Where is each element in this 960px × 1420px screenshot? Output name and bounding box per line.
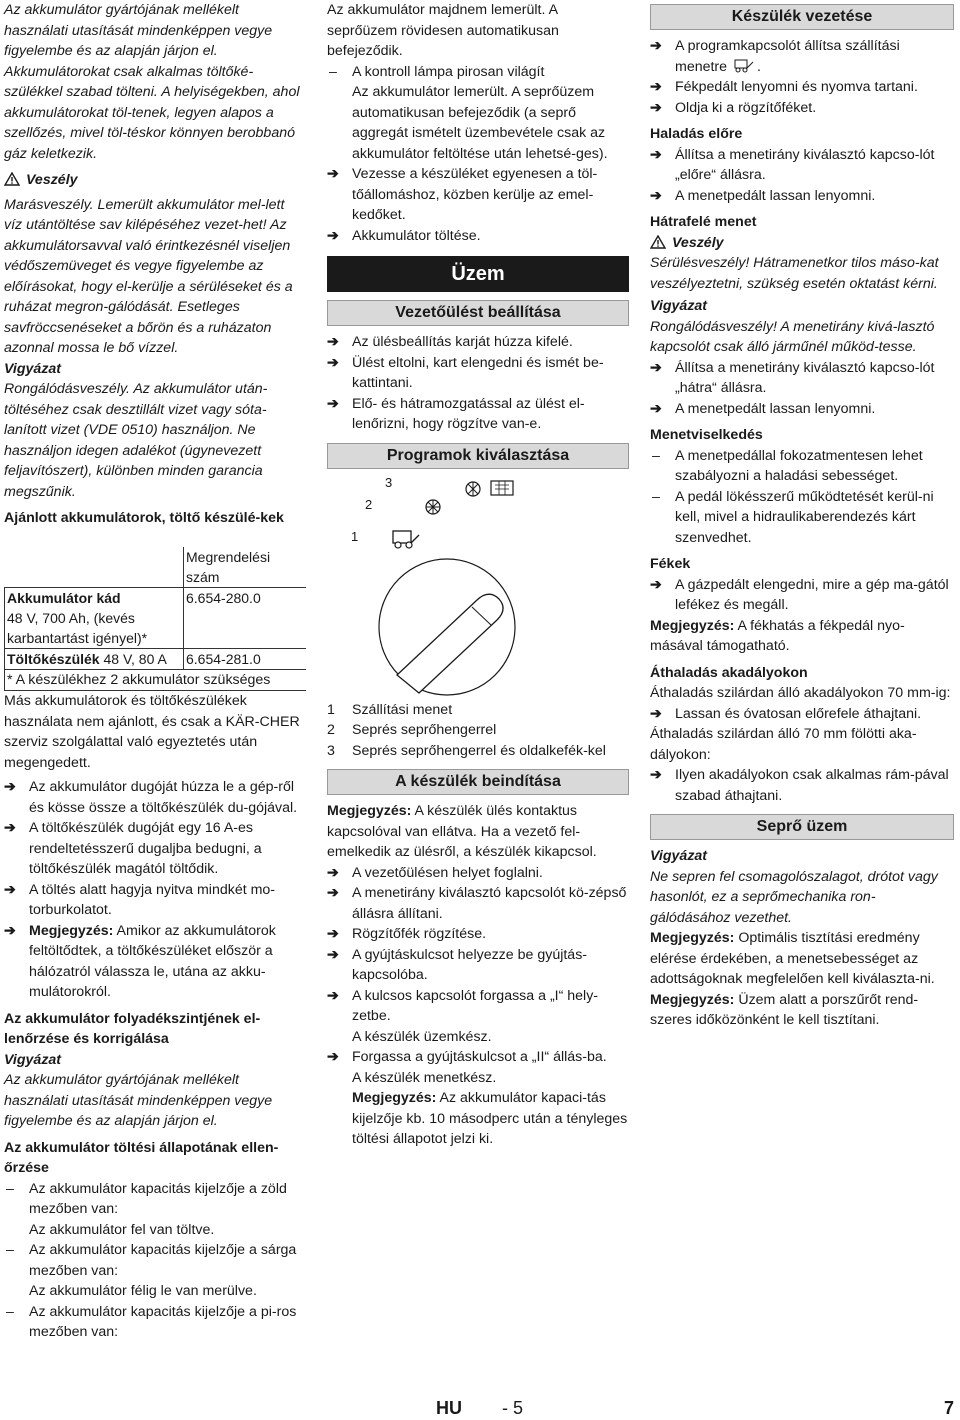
note-text: Optimális tisztítási eredmény elérése érdekében, a menetsebességet az adottságoknak megfelelően kell kiválaszta-ni.	[650, 930, 935, 987]
list-item: ➔ Akkumulátor töltése.	[327, 226, 629, 247]
seat-heading: Vezetőülést beállítása	[327, 300, 629, 326]
charger-label: Töltőkészülék	[7, 650, 100, 667]
note-label: Megjegyzés:	[650, 617, 735, 634]
list-item: – A kontroll lámpa pirosan világít	[327, 62, 629, 83]
dial-label: 1	[351, 528, 359, 544]
note-text: A fékhatás a fékpedál nyo-másával támogatható.	[650, 617, 905, 654]
note-label: Megjegyzés:	[327, 803, 412, 819]
list-item: – Az akkumulátor kapacitás kijelzője a pi-ros mezőben van:	[4, 1302, 306, 1343]
table-row	[5, 648, 307, 669]
reverse-heading: Hátrafelé menet	[650, 214, 757, 230]
caution-heading: Vigyázat	[650, 298, 708, 314]
list-item: ➔ A menetpedált lassan lenyomni.	[650, 186, 954, 207]
list-item: ➔ Az akkumulátor dugóját húzza le a gép-ről és kösse össze a töltőkészülék du-gójával.	[4, 777, 306, 818]
caution-heading-2: Vigyázat	[650, 848, 708, 864]
obstacles-text-1: Áthaladás szilárdan álló akadályokon 70 mm-ig:	[650, 685, 951, 701]
list-item: ➔ Vezesse a készüléket egyenesen a töl-tőállomáshoz, közben kerülje az emel-kedőket.	[327, 164, 629, 226]
recommended-heading: Ajánlott akkumulátorok, töltő készülé-kek	[4, 510, 284, 526]
list-item: ➔ Az ülésbeállítás karját húzza kifelé.	[327, 332, 629, 353]
list-item: ➔ A kulcsos kapcsolót forgassa a „I“ hely-zetbe.	[327, 986, 629, 1027]
list-item: – Az akkumulátor kapacitás kijelzője a zöld mezőben van:	[4, 1179, 306, 1220]
list-item	[4, 921, 306, 1003]
start-heading: A készülék beindítása	[327, 769, 629, 795]
column-middle	[327, 0, 629, 1150]
danger-text: Marásveszély. Lemerült akkumulátor mel-lett víz utántöltése sav kilépéséhez vezet-het! Az akkumulátorsavval való érintkezésnél viseljen védőszemüveget és vegye figyelembe az előírásokat, hogy el-kerülje a sérüléseket és a ruházat megron-gálódását. Esetleges savfröccsenéseket a bőrön és a ruházaton azonnal mossa le bő vízzel.	[4, 196, 293, 356]
note-text: Az akkumulátor kapaci-tás kijelzője kb. 10 másodperc után a tényleges töltési állapotot jelzi ki.	[352, 1090, 628, 1147]
brush-side-brush-icon	[466, 481, 513, 496]
item-text: Seprés seprőhengerrel és oldalkefék-kel	[352, 742, 606, 759]
battery-label: Akkumulátor kád	[7, 589, 121, 606]
note-text: A készülék ülés kontaktus kapcsolóval van ellátva. Ha a vezető fel-emelkedik az ülésről, a készülék kikapcsol.	[327, 803, 597, 860]
start-note	[327, 801, 629, 863]
list-item: ➔ Oldja ki a rögzítőféket.	[650, 98, 954, 119]
list-item: ➔ Lassan és óvatosan előrefele áthajtani.	[650, 704, 954, 725]
sweeping-heading: Seprő üzem	[650, 814, 954, 840]
caution-heading-2: Vigyázat	[4, 1051, 62, 1068]
obstacles-text-2: Áthaladás szilárdan álló 70 mm fölötti aka-dályokon:	[650, 726, 917, 763]
list-item: ➔ Fékpedált lenyomni és nyomva tartani.	[650, 77, 954, 98]
charger-desc: 48 V, 80 A	[99, 650, 167, 667]
final-note	[327, 1088, 629, 1150]
drive-ready-text: A készülék menetkész.	[352, 1069, 497, 1086]
ready-text: A készülék üzemkész.	[352, 1028, 492, 1045]
list-item-result: Az akkumulátor félig le van merülve.	[29, 1283, 257, 1299]
item-number: 3	[327, 742, 335, 759]
danger-label: Veszély	[26, 172, 78, 188]
list-item: ➔ A töltés alatt hagyja nyitva mindkét mo-torburkolatot.	[4, 880, 306, 921]
list-item: ➔ Rögzítőfék rögzítése.	[327, 924, 629, 945]
list-item: ➔ A gázpedált elengedni, mire a gép ma-gától lefékez és megáll.	[650, 575, 954, 616]
list-item: ➔ Elő- és hátramozgatással az ülést el-lenőrizni, hogy rögzítve van-e.	[327, 394, 629, 435]
transport-icon	[393, 531, 419, 548]
program-dial-diagram	[327, 475, 629, 700]
continuation-text: Az akkumulátor majdnem lemerült. A seprőüzem rövidesen automatikusan befejeződik.	[327, 2, 559, 59]
list-item	[327, 720, 629, 741]
note-label: Megjegyzés:	[352, 1090, 437, 1106]
sweep-note-2	[650, 990, 954, 1031]
order-number-header: Megrendelési szám	[184, 547, 307, 588]
list-item: – Az akkumulátor kapacitás kijelzője a sárga mezőben van:	[4, 1240, 306, 1281]
caution-text-2: Az akkumulátor gyártójának mellékelt használati utasítását mindenképpen vegye figyelembe és az alapján járjon el.	[4, 1072, 273, 1129]
column-right	[650, 0, 954, 1031]
obstacles-heading: Áthaladás akadályokon	[650, 664, 808, 681]
section-heading-operation: Üzem	[327, 256, 629, 292]
brush-icon	[426, 500, 440, 514]
note-text: Amikor az akkumulátorok feltöltődtek, a töltőkészüléket először a hálózatról válassza le, utána az akku-mulátorokról.	[29, 922, 276, 1000]
caution-heading: Vigyázat	[4, 360, 62, 377]
program-dial-figure	[327, 475, 629, 700]
list-item: ➔ Állítsa a menetirány kiválasztó kapcso-lót „előre“ állásra.	[650, 145, 954, 186]
brakes-heading: Fékek	[650, 556, 691, 572]
caution-text: Rongálódásveszély! A menetirány kivá-lasztó kapcsolót csak álló járműnél működ-tesse.	[650, 318, 935, 355]
column-left	[4, 0, 306, 1343]
dial-label: 3	[385, 474, 393, 490]
battery-desc: 48 V, 700 Ah, (kevés karbantartást igényel)*	[7, 609, 148, 646]
list-item: ➔ Ilyen akadályokon csak alkalmas rám-pával szabad áthajtani.	[650, 765, 954, 806]
list-item: – A pedál lökésszerű működtetését kerül-ni kell, mivel a hidraulikaberendezés kárt szenvedhet.	[650, 487, 954, 549]
list-item	[327, 700, 629, 721]
transport-icon	[731, 59, 757, 73]
list-item: ➔ A töltőkészülék dugóját egy 16 A-es rendeltetésszerű dugaljba bedugni, a töltőkészülék magától töltődik.	[4, 818, 306, 880]
list-item: ➔ A programkapcsolót állítsa szállítási menetre .	[650, 36, 954, 77]
warning-triangle-icon	[4, 172, 20, 186]
list-item: ➔ A vezetőülésen helyet foglalni.	[327, 863, 629, 884]
list-item: ➔ A menetpedált lassan lenyomni.	[650, 399, 954, 420]
drive-heading: Készülék vezetése	[650, 4, 954, 30]
list-item-result: Az akkumulátor fel van töltve.	[29, 1221, 215, 1238]
other-batteries-text: Más akkumulátorok és töltőkészülékek használata nem ajánlott, és csak a KÄR-CHER szerviz szolgálattal való egyeztetés után megengedett.	[4, 693, 300, 771]
forward-heading: Haladás előre	[650, 126, 743, 142]
table-row	[5, 587, 307, 648]
battery-order-no: 6.654-280.0	[184, 587, 307, 648]
list-item: ➔ Ülést eltolni, kart elengedni és ismét be-kattintani.	[327, 353, 629, 394]
list-item: ➔ A gyújtáskulcsot helyezze be gyújtás-kapcsolóba.	[327, 945, 629, 986]
item-text: Seprés seprőhengerrel	[352, 722, 497, 738]
item-number: 1	[327, 701, 335, 718]
charger-order-no: 6.654-281.0	[184, 648, 307, 669]
caution-text: Rongálódásveszély. Az akkumulátor után-töltéséhez csak desztillált vizet vagy sóta-lanított vizet (VDE 0510) használjon. Ne használjon idegen adalékot (úgynevezett feljavítószert), különben minden garancia megszűnik.	[4, 381, 268, 500]
list-item: ➔ A menetirány kiválasztó kapcsolót kö-zépső állásra állítani.	[327, 883, 629, 924]
danger-text: Sérülésveszély! Hátramenetkor tilos máso-kat veszélyeztetni, szükség esetén oktatást kérni.	[650, 255, 939, 292]
note-label: Megjegyzés:	[650, 991, 735, 1008]
list-item	[327, 741, 629, 762]
list-item: ➔ Forgassa a gyújtáskulcsot a „II“ állás-ba.	[327, 1047, 629, 1068]
charge-state-heading: Az akkumulátor töltési állapotának ellen-őrzése	[4, 1139, 279, 1176]
intro-warning-text: Az akkumulátor gyártójának mellékelt használati utasítását mindenképpen vegye figyelembe és az alapján járjon el. Akkumulátorokat csak alkalmas töltőké-szülékkel szabad tölteni. A helyiségekben, ahol akkumulátorokat töl-tenek, legyen alapos a szellőzés, mivel töl-téskor könnyen berobbanó gáz keletkezik.	[4, 2, 300, 162]
list-item: – A menetpedállal fokozatmentesen lehet szabályozni a haladási sebességet.	[650, 446, 954, 487]
caution-text-2: Ne sepren fel csomagolószalagot, drótot vagy hasonlót, ez a seprőmechanika ron-gálódásához vezethet.	[650, 868, 938, 926]
note-label: Megjegyzés:	[29, 922, 114, 939]
note-text: Üzem alatt a porszűrőt rend-szeres időközönként le kell tisztítani.	[650, 991, 919, 1028]
footer-page-label: - 5	[502, 1398, 524, 1418]
danger-label: Veszély	[672, 234, 724, 251]
battery-table	[4, 547, 306, 669]
fluid-heading: Az akkumulátor folyadékszintjének el-lenőrzése és korrigálása	[4, 1010, 261, 1047]
program-heading: Programok kiválasztása	[327, 443, 629, 469]
danger-heading	[4, 170, 306, 191]
item-text: A programkapcsolót állítsa szállítási menetre	[675, 38, 900, 75]
dial-label: 2	[365, 496, 373, 512]
footer-language: HU	[436, 1398, 462, 1418]
footer-page-number: 7	[944, 1398, 955, 1418]
list-item: ➔ Állítsa a menetirány kiválasztó kapcso-lót „hátra“ állásra.	[650, 358, 954, 399]
sweep-note-1	[650, 928, 954, 990]
warning-triangle-icon	[650, 235, 666, 249]
table-footnote: * A készülékhez 2 akkumulátor szükséges	[4, 669, 306, 692]
note-label: Megjegyzés:	[650, 930, 735, 946]
item-number: 2	[327, 722, 335, 738]
continuation-text-2: Az akkumulátor lemerült. A seprőüzem automatikusan befejeződik (a seprő aggregát ismételt üzembevétele csak az akkumulátor feltöltése után lehetsé-ges).	[352, 84, 608, 162]
item-text: Szállítási menet	[352, 701, 453, 718]
danger-heading	[650, 233, 954, 254]
brakes-note	[650, 616, 954, 657]
behaviour-heading: Menetviselkedés	[650, 427, 763, 443]
